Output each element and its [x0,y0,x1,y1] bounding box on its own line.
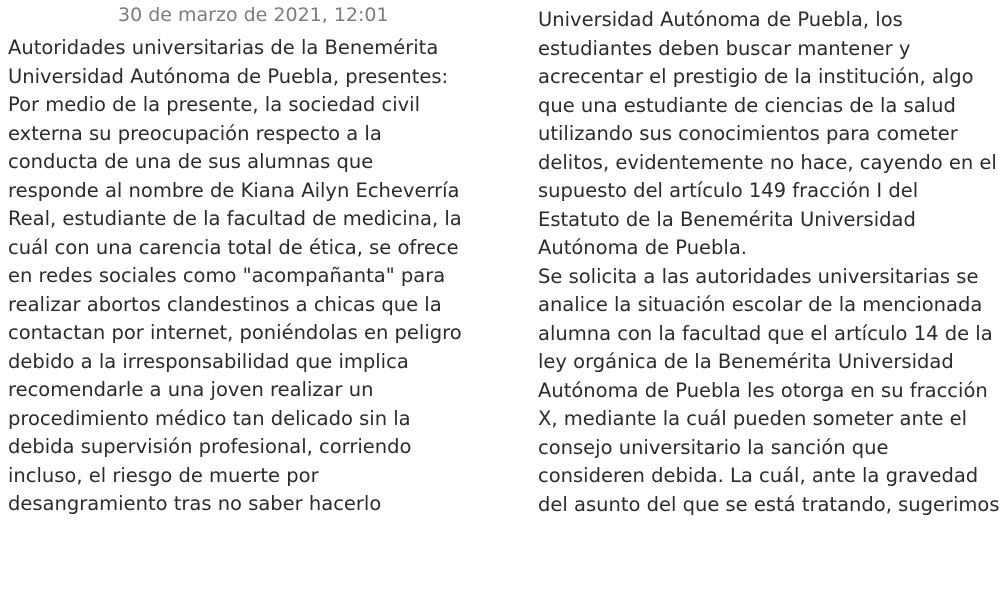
text-line: del asunto del que se está tratando, sugerimos [538,492,1000,516]
text-line: X, mediante la cuál pueden someter ante el [538,407,968,430]
text-line: acrecentar el prestigio de la institución, algo [538,65,974,88]
post-timestamp: 30 de marzo de 2021, 12:01 [118,4,389,26]
text-line: Universidad Autónoma de Puebla, presentes: [8,64,449,88]
text-line: analice la situación escolar de la mencionada [538,293,983,316]
text-line: incluso, el riesgo de muerte por [8,463,319,487]
text-line: Autónoma de Puebla les otorga en su fracción [538,378,988,402]
text-line: en redes sociales como "acompañanta" para [8,264,446,287]
text-line: contactan por internet, poniéndolas en peligro [8,321,462,344]
text-line: Se solicita a las autoridades universitarias se [538,264,979,288]
text-line: que una estudiante de ciencias de la salud [538,93,956,117]
text-line: debido a la irresponsabilidad que implica [8,349,409,373]
text-line: supuesto del artículo 149 fracción I del [538,179,919,202]
text-line: Real, estudiante de la facultad de medicina, la [8,207,462,230]
letter-right-column [538,6,1000,519]
text-line: realizar abortos clandestinos a chicas que la [8,292,442,316]
text-line: debida supervisión profesional, corriendo [8,435,412,458]
text-line: Por medio de la presente, la sociedad civil [8,93,420,116]
text-line: Autónoma de Puebla. [538,236,747,259]
text-line: delitos, evidentemente no hace, cayendo en el [538,150,997,174]
text-line: consejo universitario la sanción que [538,435,889,459]
text-line: externa su preocupación respecto a la [8,121,382,145]
text-line: utilizando sus conocimientos para cometer [538,122,958,145]
text-line: Autoridades universitarias de la Benemérita [8,36,439,59]
text-line: responde al nombre de Kiana Ailyn Echeverría [8,178,460,202]
text-line: estudiantes deben buscar mantener y [538,36,911,60]
text-line: desangramiento tras no saber hacerlo [8,492,382,515]
letter-left-column [8,34,462,519]
text-line: ley orgánica de la Benemérita Universidad [538,350,954,373]
text-line: Universidad Autónoma de Puebla, los [538,8,903,31]
text-line: cuál con una carencia total de ética, se ofrece [8,235,459,259]
text-line: conducta de una de sus alumnas que [8,150,374,173]
text-line: Estatuto de la Benemérita Universidad [538,207,916,231]
text-line: recomendarle a una joven realizar un [8,378,374,401]
text-line: consideren debida. La cuál, ante la gravedad [538,464,979,487]
text-line: alumna con la facultad que el artículo 14 de la [538,321,993,345]
text-line: procedimiento médico tan delicado sin la [8,406,411,430]
